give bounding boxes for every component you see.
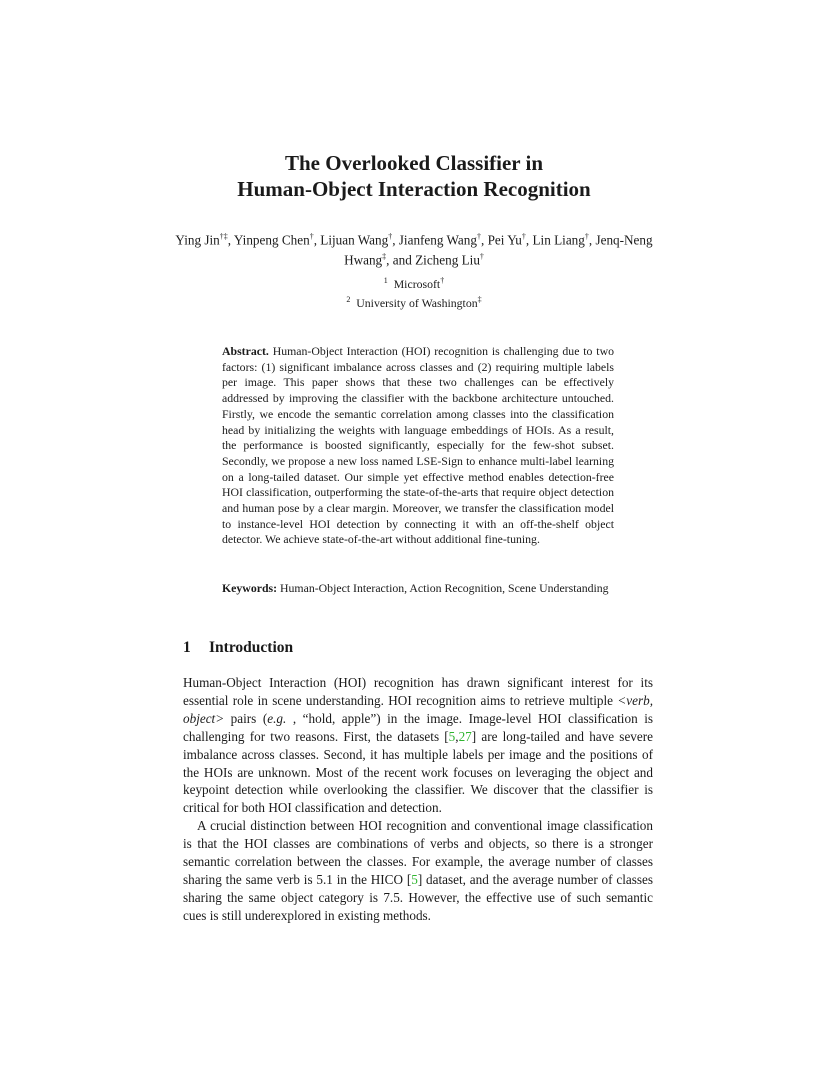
title-line-2: Human-Object Interaction Recognition xyxy=(237,177,591,201)
author-affiliation-mark: †‡ xyxy=(219,232,228,241)
author-affiliation-mark: † xyxy=(521,232,526,241)
author-name: Zicheng Liu xyxy=(415,252,480,268)
citation-link[interactable]: 27 xyxy=(458,728,472,744)
affiliation-name: Microsoft xyxy=(393,276,441,291)
author-name: Yinpeng Chen xyxy=(233,232,310,248)
affiliation-number: 1 xyxy=(383,276,388,285)
section-number: 1 xyxy=(183,639,191,656)
affiliation-mark: † xyxy=(440,276,445,285)
affiliation-mark: ‡ xyxy=(477,294,482,304)
introduction-body xyxy=(183,674,653,925)
keywords-label: Keywords: xyxy=(222,581,278,595)
author-affiliation-mark: † xyxy=(584,232,589,241)
author-conjunction: and xyxy=(392,252,412,268)
author-affiliation-mark: † xyxy=(479,252,484,262)
eg-abbrev: e.g. xyxy=(267,710,287,726)
paragraph-text: A crucial distinction between HOI recognition and conventional image classification is that the HOI classes are combinations of verbs and objects, so there is a stronger semantic correlation between the classes. For example, the average number of classes sharing the same verb is 5.1 in the HICO [ xyxy=(183,818,653,887)
keywords xyxy=(222,581,614,597)
affiliation-line xyxy=(0,273,828,292)
paragraph-text: pairs ( xyxy=(224,710,268,726)
paper-title xyxy=(0,150,828,202)
affiliation-number: 2 xyxy=(346,294,351,304)
citation-separator: , xyxy=(455,728,459,744)
affiliation-list xyxy=(0,273,828,311)
author-affiliation-mark: † xyxy=(309,232,314,241)
keywords-text: Human-Object Interaction, Action Recognition, Scene Understanding xyxy=(280,581,609,595)
abstract-text: Human-Object Interaction (HOI) recognition is challenging due to two factors: (1) significant imbalance across classes and (2) requiring multiple labels per image. This paper shows that these two challenges can be effectively addressed by improving the classifier with the backbone architecture untouched. Firstly, we encode the semantic correlation among classes into the classification head by initializing the weights with language embeddings of HOIs. As a result, the performance is boosted significantly, especially for the few-shot subset. Secondly, we propose a new loss named LSE-Sign to enhance multi-label learning on a long-tailed dataset. Our simple yet effective method enables detection-free HOI classification, outperforming the state-of-the-arts that require object detection and human pose by a clear margin. Moreover, we transfer the classification model to instance-level HOI detection by connecting it with an off-the-shelf object detector. We achieve state-of-the-art without additional fine-tuning. xyxy=(222,344,614,547)
author-list: Ying Jin†‡, Yinpeng Chen†, Lijuan Wang†, Jianfeng Wang†, Pei Yu†, Lin Liang†, Jenq-Neng Hwang‡, and Zicheng Liu† xyxy=(175,232,653,268)
paragraph xyxy=(183,817,653,924)
abstract xyxy=(222,344,614,548)
author-name: Ying Jin xyxy=(175,232,220,248)
paragraph-text: ] are long-tailed and have severe imbalance across classes. Second, it has multiple labels per image and the positions of the HOIs are unknown. Most of the recent work focuses on leveraging the object and keypoint detection while overlooking the classifier. We discover that the classifier is critical for both HOI classification and detection. xyxy=(183,728,653,816)
section-title: Introduction xyxy=(209,639,294,656)
author-name: Jianfeng Wang xyxy=(398,232,477,248)
author-affiliation-mark: ‡ xyxy=(382,252,387,262)
paragraph xyxy=(183,674,653,817)
author-name: Lin Liang xyxy=(532,232,585,248)
citation-link[interactable]: 5 xyxy=(448,728,456,744)
title-line-1: The Overlooked Classifier in xyxy=(284,151,544,175)
section-heading xyxy=(183,638,663,658)
author-name: Pei Yu xyxy=(487,232,522,248)
paragraph-text: , “hold, apple”) in the image. Image-level HOI classification is challenging for two reasons. First, the datasets [ xyxy=(183,710,653,744)
verb-object-notation: <verb, object> xyxy=(183,692,653,726)
abstract-label: Abstract. xyxy=(222,344,269,358)
affiliation-line xyxy=(0,292,828,311)
author-affiliation-mark: † xyxy=(476,232,481,241)
paragraph-text: Human-Object Interaction (HOI) recognition has drawn significant interest for its essential role in scene understanding. HOI recognition aims to retrieve multiple xyxy=(183,675,653,708)
paragraph-text: ] dataset, and the average number of classes sharing the same object category is 7.5. However, the effective use of such semantic cues is still underexplored in existing methods. xyxy=(183,871,653,923)
affiliation-name: University of Washington xyxy=(356,295,478,310)
author-name: Lijuan Wang xyxy=(320,232,389,248)
author-affiliation-mark: † xyxy=(388,232,393,241)
citation-link[interactable]: 5 xyxy=(411,871,418,887)
author-name: Jenq-Neng Hwang xyxy=(344,232,653,268)
